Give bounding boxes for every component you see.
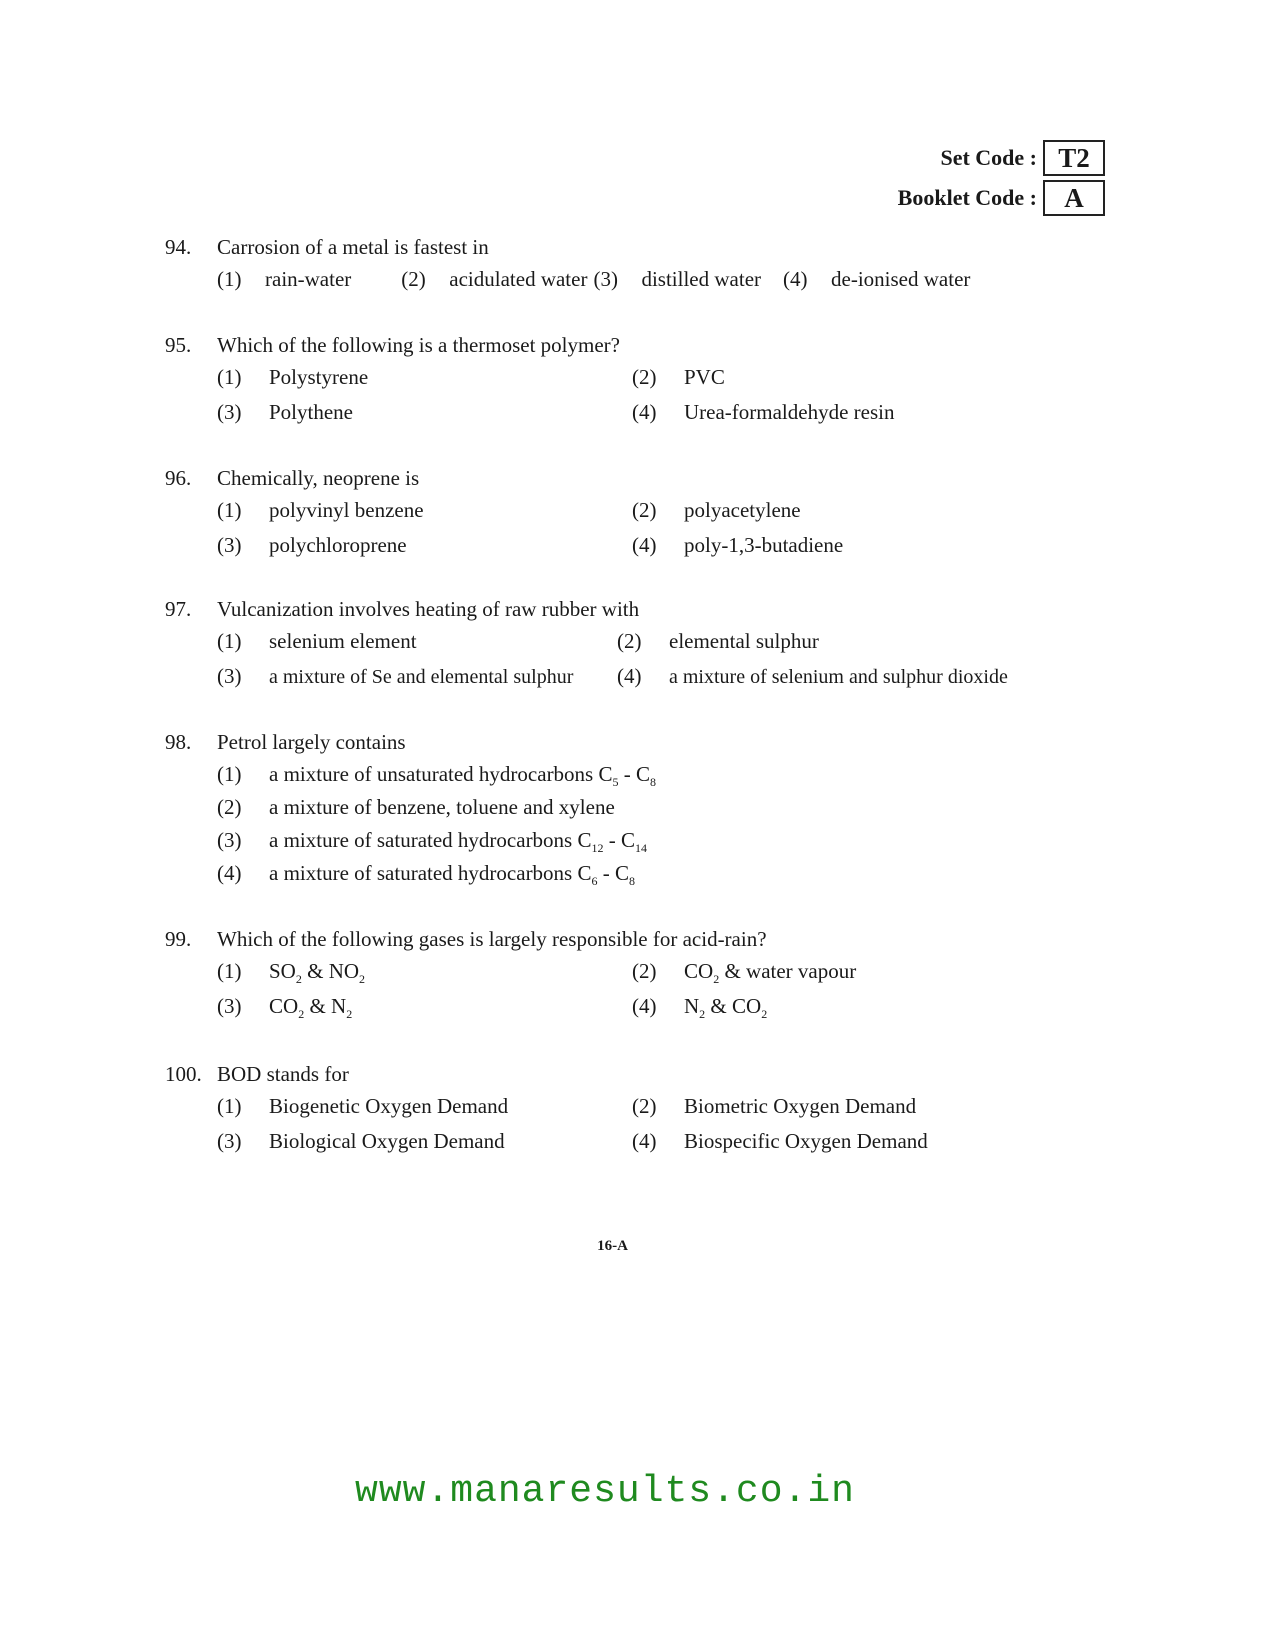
question-98 — [165, 730, 1115, 894]
question-100 — [165, 1062, 1115, 1162]
question-text: BOD stands for — [217, 1062, 349, 1086]
option-4 — [632, 994, 1032, 1027]
option-text: rain-water — [265, 267, 352, 291]
option-text: de-ionised water — [831, 267, 971, 291]
option-3 — [593, 267, 761, 300]
option-2 — [217, 795, 1115, 828]
option-4 — [632, 533, 1032, 566]
option-text: PVC — [684, 365, 725, 389]
option-text: polyvinyl benzene — [269, 498, 424, 522]
option-text: a mixture of unsaturated hydrocarbons $C_5 - C_8$ — [269, 762, 656, 790]
options-list — [217, 498, 1115, 566]
option-number: (1) — [217, 365, 242, 389]
option-3 — [217, 1129, 632, 1162]
option-text: Biogenetic Oxygen Demand — [269, 1094, 509, 1118]
option-number: (1) — [217, 267, 242, 291]
option-number: (3) — [217, 828, 242, 852]
option-text: $CO_2$ & $N_2$ — [269, 994, 353, 1022]
option-number: (3) — [217, 664, 242, 688]
option-4 — [617, 664, 1037, 697]
option-text: a mixture of benzene, toluene and xylene — [269, 795, 615, 819]
question-number: 95. — [165, 333, 192, 357]
option-4 — [217, 861, 1115, 894]
question-stem — [165, 333, 1115, 365]
option-2 — [632, 365, 1032, 398]
option-text: a mixture of saturated hydrocarbons $C_6 - C_8$ — [269, 861, 635, 889]
option-number: (1) — [217, 629, 242, 653]
question-text: Petrol largely contains — [217, 730, 406, 754]
option-2 — [617, 629, 1037, 662]
booklet-code-value: A — [1043, 180, 1105, 216]
option-number: (3) — [217, 400, 242, 424]
options-list — [217, 1094, 1115, 1162]
page-number: 16-A — [597, 1238, 628, 1254]
options-list — [217, 629, 1115, 697]
option-text: poly-1,3-butadiene — [684, 533, 844, 557]
option-number: (4) — [617, 664, 642, 688]
option-2 — [632, 959, 1032, 992]
option-3 — [217, 400, 632, 433]
booklet-code-label: Booklet Code : — [897, 185, 1037, 210]
option-1 — [217, 1094, 632, 1127]
question-text: Carrosion of a metal is fastest in — [217, 235, 489, 259]
option-text: a mixture of Se and elemental sulphur — [269, 666, 574, 688]
option-2 — [632, 498, 1032, 531]
question-99 — [165, 927, 1115, 1027]
question-96 — [165, 466, 1115, 566]
option-number: (2) — [632, 498, 657, 522]
option-number: (4) — [632, 994, 657, 1018]
option-text: Urea-formaldehyde resin — [684, 400, 895, 424]
question-number: 98. — [165, 730, 192, 754]
option-4 — [632, 400, 1032, 433]
option-2 — [401, 267, 587, 300]
question-stem — [165, 597, 1115, 629]
option-number: (1) — [217, 762, 242, 786]
question-text: Chemically, neoprene is — [217, 466, 420, 490]
option-text: distilled water — [641, 267, 762, 291]
option-text: Biological Oxygen Demand — [269, 1129, 505, 1153]
question-text: Vulcanization involves heating of raw rubber with — [217, 597, 640, 621]
option-3 — [217, 828, 1115, 861]
question-stem — [165, 1062, 1115, 1094]
option-3 — [217, 533, 632, 566]
option-4 — [783, 267, 970, 300]
options-list — [217, 365, 1115, 433]
question-94 — [165, 235, 1115, 300]
option-3 — [217, 664, 617, 697]
option-number: (2) — [632, 365, 657, 389]
options-list — [217, 959, 1115, 1027]
option-text: polyacetylene — [684, 498, 801, 522]
option-1 — [217, 629, 617, 662]
question-stem — [165, 466, 1115, 498]
question-number: 100. — [165, 1062, 202, 1086]
option-number: (4) — [632, 533, 657, 557]
option-text: Biometric Oxygen Demand — [684, 1094, 917, 1118]
booklet-code-row — [898, 180, 1105, 216]
option-number: (3) — [217, 1129, 242, 1153]
option-number: (3) — [217, 994, 242, 1018]
option-text: acidulated water — [449, 267, 588, 291]
option-2 — [632, 1094, 1032, 1127]
question-stem — [165, 235, 1115, 267]
option-text: $N_2$ & $CO_2$ — [684, 994, 768, 1022]
question-number: 94. — [165, 235, 192, 259]
question-stem — [165, 927, 1115, 959]
question-number: 96. — [165, 466, 192, 490]
option-text: Polystyrene — [269, 365, 369, 389]
option-text: Biospecific Oxygen Demand — [684, 1129, 928, 1153]
option-1 — [217, 498, 632, 531]
question-number: 99. — [165, 927, 192, 951]
option-number: (1) — [217, 959, 242, 983]
option-number: (2) — [632, 959, 657, 983]
option-number: (4) — [632, 1129, 657, 1153]
options-list — [217, 267, 1115, 300]
option-text: a mixture of selenium and sulphur dioxide — [669, 666, 1008, 688]
option-number: (2) — [217, 795, 242, 819]
option-3 — [217, 994, 632, 1027]
option-text: Polythene — [269, 400, 353, 424]
option-number: (3) — [217, 533, 242, 557]
option-1 — [217, 762, 1115, 795]
option-number: (3) — [593, 267, 618, 291]
question-95 — [165, 333, 1115, 433]
option-text: $SO_2$ & $NO_2$ — [269, 959, 366, 987]
question-97 — [165, 597, 1115, 697]
watermark-url[interactable]: www.manaresults.co.in — [355, 1470, 855, 1513]
option-text: polychloroprene — [269, 533, 407, 557]
option-1 — [217, 959, 632, 992]
set-code-value: T2 — [1043, 140, 1105, 176]
option-text: a mixture of saturated hydrocarbons $C_{12} - C_{14}$ — [269, 828, 647, 856]
option-1 — [217, 365, 632, 398]
options-list — [217, 762, 1115, 894]
option-text: elemental sulphur — [669, 629, 819, 653]
option-number: (1) — [217, 498, 242, 522]
option-number: (4) — [217, 861, 242, 885]
option-1 — [217, 267, 351, 300]
question-text: Which of the following is a thermoset polymer? — [217, 333, 620, 357]
option-number: (2) — [632, 1094, 657, 1118]
option-4 — [632, 1129, 1032, 1162]
option-text: $CO_2$ & water vapour — [684, 959, 857, 987]
question-number: 97. — [165, 597, 192, 621]
option-number: (2) — [401, 267, 426, 291]
option-number: (4) — [783, 267, 808, 291]
set-code-row — [940, 140, 1105, 176]
question-stem — [165, 730, 1115, 762]
option-number: (2) — [617, 629, 642, 653]
set-code-label: Set Code : — [940, 145, 1037, 170]
question-text: Which of the following gases is largely responsible for acid-rain? — [217, 927, 767, 951]
option-number: (4) — [632, 400, 657, 424]
option-text: selenium element — [269, 629, 417, 653]
option-number: (1) — [217, 1094, 242, 1118]
